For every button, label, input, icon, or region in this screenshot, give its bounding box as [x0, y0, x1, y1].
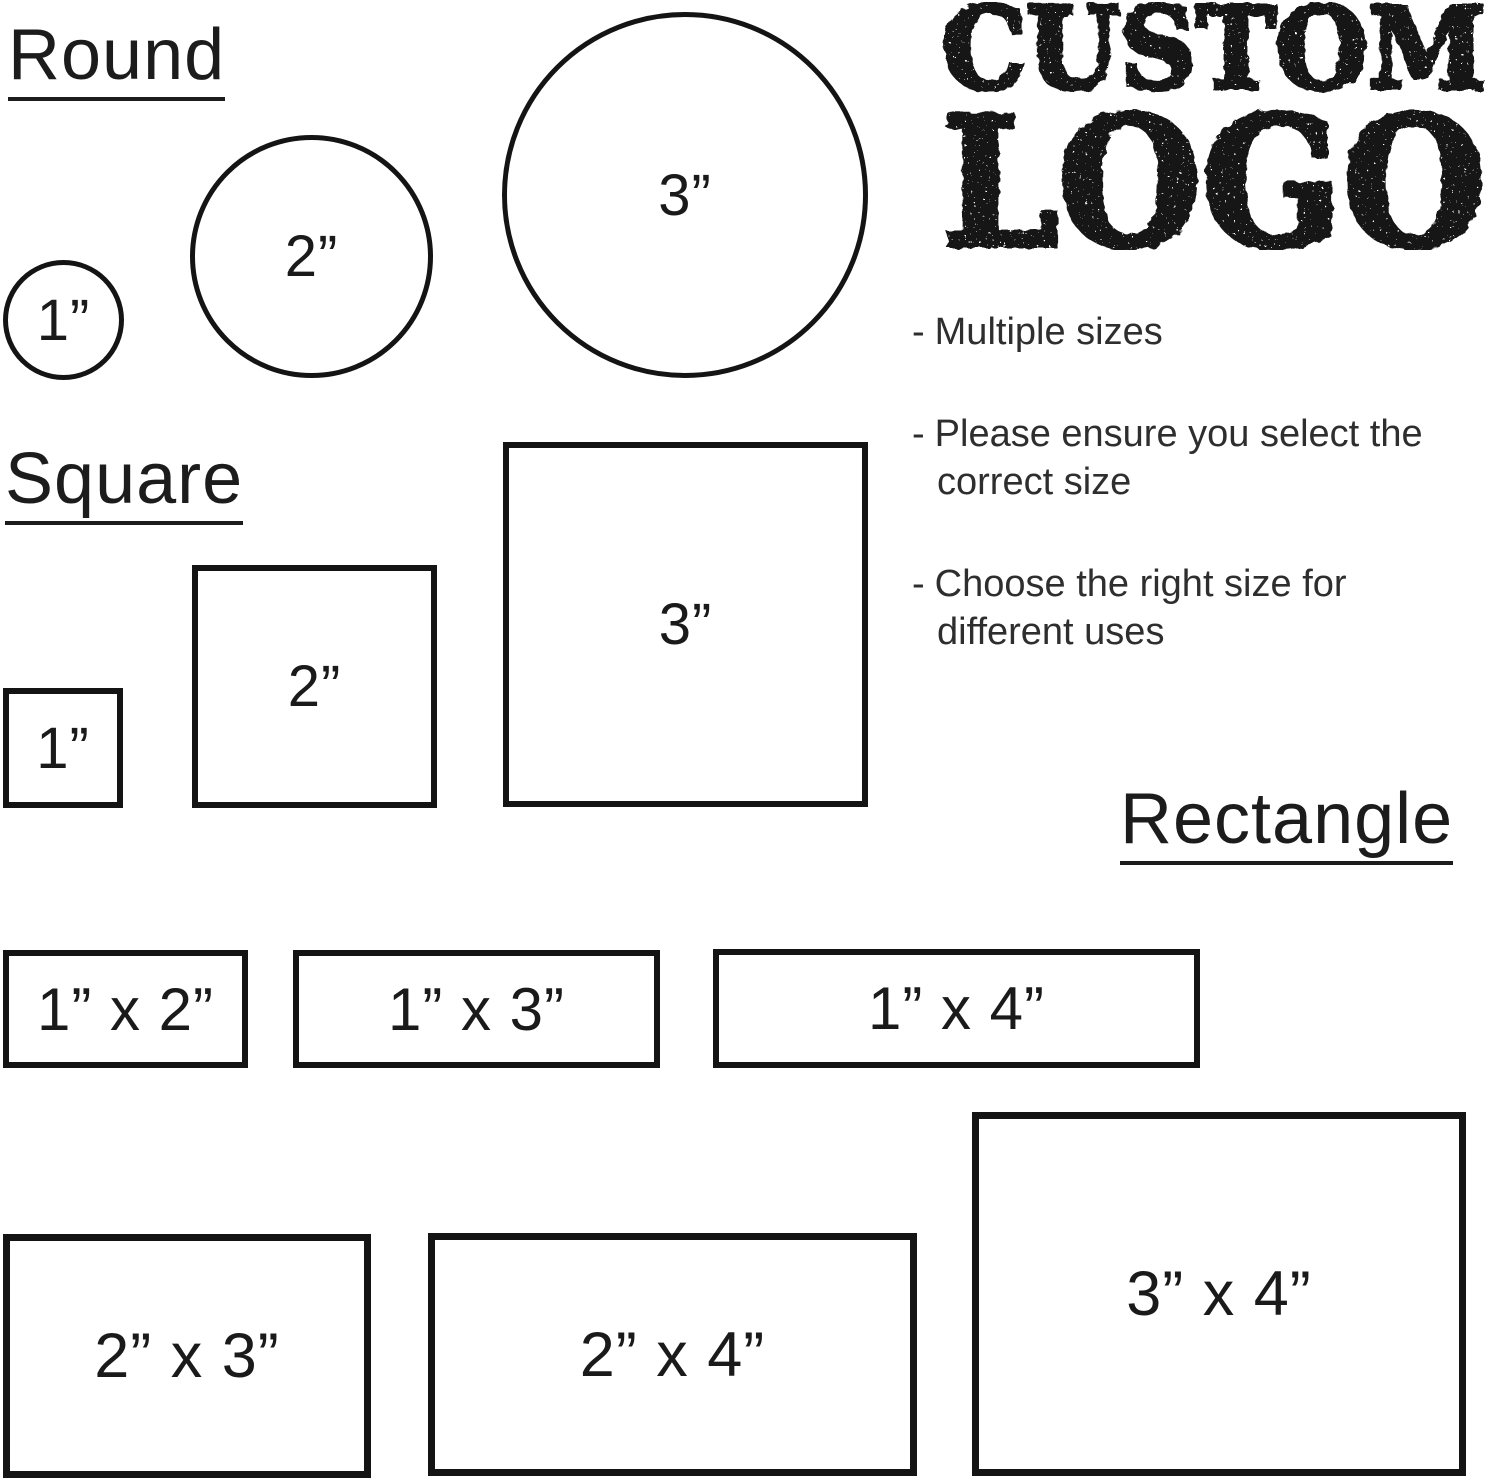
note-multiple-sizes — [912, 308, 1472, 356]
rectangle-1x2 — [3, 950, 248, 1068]
round-circle-2in-label: 2” — [284, 224, 339, 289]
round-circle-3in — [502, 12, 868, 378]
note-text: Choose the right size for different uses — [934, 563, 1347, 653]
note-dash: - — [912, 311, 925, 353]
note-dash: - — [912, 413, 925, 455]
rectangle-1x4 — [713, 949, 1200, 1068]
square-3in-label: 3” — [658, 592, 713, 657]
rectangle-2x4 — [428, 1233, 917, 1476]
rectangle-1x3-label: 1” x 3” — [387, 975, 566, 1043]
square-2in-label: 2” — [287, 654, 342, 719]
custom-logo-line2: LOGO — [942, 78, 1486, 250]
rectangle-3x4-label: 3” x 4” — [1126, 1259, 1312, 1329]
rectangle-2x3-label: 2” x 3” — [94, 1321, 280, 1391]
square-1in-label: 1” — [36, 715, 90, 781]
custom-logo-stamp — [940, 2, 1488, 250]
note-text: Multiple sizes — [934, 311, 1163, 353]
notes-list — [912, 308, 1472, 710]
rectangle-1x4-label: 1” x 4” — [867, 975, 1046, 1042]
round-circle-3in-label: 3” — [658, 162, 712, 228]
square-3in — [503, 442, 868, 807]
note-dash: - — [912, 563, 925, 605]
round-circle-2in — [190, 135, 433, 378]
note-choose-right-size — [912, 560, 1472, 656]
rectangle-2x3 — [3, 1234, 371, 1478]
square-2in — [192, 565, 437, 808]
rectangle-section-title: Rectangle — [1120, 783, 1453, 865]
round-circle-1in-label: 1” — [36, 287, 91, 353]
custom-logo-line1: CUSTOM — [942, 2, 1486, 115]
note-text: Please ensure you select the correct size — [934, 413, 1423, 503]
rectangle-2x4-label: 2” x 4” — [579, 1319, 766, 1390]
custom-logo-stamp-svg — [940, 2, 1488, 250]
rectangle-3x4 — [972, 1112, 1466, 1476]
rectangle-1x3 — [293, 950, 660, 1068]
round-circle-1in — [3, 260, 124, 380]
note-select-correct-size — [912, 410, 1472, 506]
rectangle-1x2-label: 1” x 2” — [36, 975, 215, 1043]
square-section-title: Square — [5, 443, 243, 525]
round-section-title: Round — [8, 19, 225, 101]
square-1in — [3, 688, 123, 808]
